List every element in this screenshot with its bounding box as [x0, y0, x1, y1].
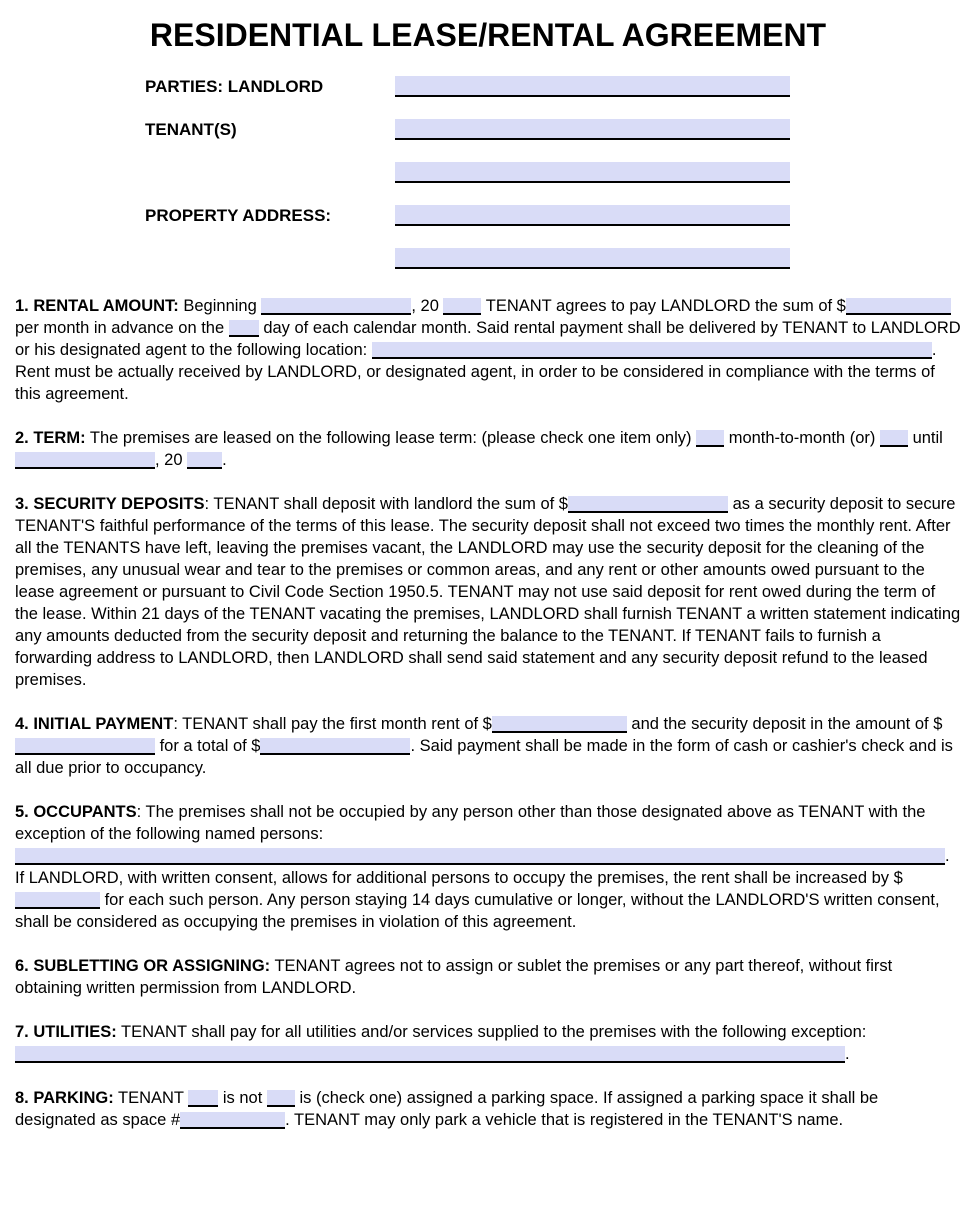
- document-title: RESIDENTIAL LEASE/RENTAL AGREEMENT: [149, 17, 827, 53]
- parties-header-block: [145, 76, 961, 269]
- section-security-deposits: [15, 493, 961, 691]
- parties-landlord-label: PARTIES: LANDLORD: [145, 77, 324, 96]
- term-end-date-field[interactable]: [15, 452, 155, 469]
- parking-text: is (check one) assigned a parking space. If assigned a parking space it shall be designated as space #: [15, 1089, 879, 1129]
- term-text: The premises are leased on the following lease term: (please check one item only): [85, 429, 697, 447]
- section-term: [15, 427, 961, 471]
- section-security-deposits-heading: 3. SECURITY DEPOSITS: [15, 495, 205, 513]
- section-rental-amount-heading: 1. RENTAL AMOUNT:: [15, 297, 179, 315]
- rental-amount-text: . Rent must be actually received by LANDLORD, or designated agent, in order to be considered in compliance with the terms of this agreement.: [15, 341, 937, 403]
- occupants-text: for each such person. Any person staying 14 days cumulative or longer, without the LANDLORD'S written consent, shall be considered as occupying the premises in violation of this agreement.: [15, 891, 940, 931]
- term-text: until: [908, 429, 943, 447]
- payment-location-field[interactable]: [372, 342, 932, 359]
- parking-not-assigned-check-field[interactable]: [188, 1090, 218, 1107]
- initial-security-deposit-field[interactable]: [15, 738, 155, 755]
- initial-payment-text: . Said payment shall be made in the form of cash or cashier's check and is all due prior to occupancy.: [15, 737, 953, 777]
- security-deposits-text: : TENANT shall deposit with landlord the sum of $: [204, 495, 568, 513]
- section-utilities: [15, 1021, 961, 1065]
- term-end-year-field[interactable]: [187, 452, 222, 469]
- term-text: month-to-month (or): [724, 429, 880, 447]
- property-address-field-2[interactable]: [395, 248, 790, 269]
- rental-amount-text: , 20: [411, 297, 444, 315]
- rent-due-day-field[interactable]: [229, 320, 259, 337]
- term-text: , 20: [155, 451, 188, 469]
- section-parking: [15, 1087, 961, 1131]
- rental-amount-text: Beginning: [178, 297, 262, 315]
- tenant-names-field-2[interactable]: [395, 162, 790, 183]
- tenant-row: [145, 119, 961, 140]
- occupants-text: : The premises shall not be occupied by any person other than those designated above as TENANT with the exception of the following named persons:: [15, 803, 926, 843]
- parking-text: TENANT: [113, 1089, 189, 1107]
- parking-space-number-field[interactable]: [180, 1112, 285, 1129]
- section-rental-amount: [15, 295, 961, 405]
- landlord-name-field[interactable]: [395, 76, 790, 97]
- parking-text: . TENANT may only park a vehicle that is registered in the TENANT'S name.: [285, 1111, 844, 1129]
- tenant-row-2: [145, 162, 961, 183]
- total-payment-field[interactable]: [260, 738, 410, 755]
- first-month-rent-field[interactable]: [492, 716, 627, 733]
- occupants-text: . If LANDLORD, with written consent, allows for additional persons to occupy the premises, the rent shall be increased by $: [15, 847, 950, 887]
- tenant-names-field[interactable]: [395, 119, 790, 140]
- initial-payment-text: and the security deposit in the amount of $: [626, 715, 943, 733]
- section-term-heading: 2. TERM:: [15, 429, 86, 447]
- tenant-label: TENANT(S): [145, 120, 237, 139]
- section-subletting: [15, 955, 961, 999]
- rental-amount-text: per month in advance on the: [15, 319, 229, 337]
- section-initial-payment: [15, 713, 961, 779]
- subletting-text: TENANT agrees not to assign or sublet the premises or any part thereof, without first obtaining written permission from LANDLORD.: [15, 957, 893, 997]
- fixed-term-check-field[interactable]: [880, 430, 908, 447]
- section-occupants-heading: 5. OCCUPANTS: [15, 803, 137, 821]
- security-deposit-amount-field[interactable]: [568, 496, 728, 513]
- parking-assigned-check-field[interactable]: [267, 1090, 295, 1107]
- property-address-field[interactable]: [395, 205, 790, 226]
- section-occupants: [15, 801, 961, 933]
- utilities-text: TENANT shall pay for all utilities and/or services supplied to the premises with the following exception:: [116, 1023, 867, 1041]
- utilities-text: .: [845, 1045, 850, 1063]
- term-text: .: [222, 451, 227, 469]
- month-to-month-check-field[interactable]: [696, 430, 724, 447]
- rent-increase-amount-field[interactable]: [15, 892, 100, 909]
- initial-payment-text: : TENANT shall pay the first month rent of $: [173, 715, 492, 733]
- rental-amount-text: day of each calendar month. Said rental payment shall be delivered by TENANT to LANDLORD or his designated agent to the following location:: [15, 319, 961, 359]
- property-address-row-2: [145, 248, 961, 269]
- section-subletting-heading: 6. SUBLETTING OR ASSIGNING:: [15, 957, 271, 975]
- lease-begin-year-field[interactable]: [443, 298, 481, 315]
- security-deposits-text: as a security deposit to secure TENANT'S faithful performance of the terms of this lease. The security deposit shall not exceed two times the monthly rent. After all the TENANTS have left, leaving the premises vacant, the LANDLORD may use the security deposit for the cleaning of the premises, any unusual wear and tear to the premises or common areas, and any rent or other amounts owed pursuant to the lease agreement or pursuant to Civil Code Section 1950.5. TENANT may not use said deposit for rent owed during the term of the lease. Within 21 days of the TENANT vacating the premises, LANDLORD shall furnish TENANT a written statement indicating any amounts deducted from the security deposit and returning the balance to the TENANT. If TENANT fails to furnish a forwarding address to LANDLORD, then LANDLORD shall send said statement and any security deposit refund to the leased premises.: [15, 495, 961, 689]
- rental-amount-text: TENANT agrees to pay LANDLORD the sum of $: [481, 297, 846, 315]
- section-utilities-heading: 7. UTILITIES:: [15, 1023, 117, 1041]
- section-parking-heading: 8. PARKING:: [15, 1089, 114, 1107]
- initial-payment-text: for a total of $: [155, 737, 261, 755]
- property-address-row: [145, 205, 961, 226]
- property-address-label: PROPERTY ADDRESS:: [145, 206, 332, 225]
- monthly-rent-amount-field[interactable]: [846, 298, 951, 315]
- landlord-row: [145, 76, 961, 97]
- parking-text: is not: [218, 1089, 267, 1107]
- utilities-exception-field[interactable]: [15, 1046, 845, 1063]
- additional-occupants-names-field[interactable]: [15, 848, 945, 865]
- lease-begin-date-field[interactable]: [261, 298, 411, 315]
- section-initial-payment-heading: 4. INITIAL PAYMENT: [15, 715, 174, 733]
